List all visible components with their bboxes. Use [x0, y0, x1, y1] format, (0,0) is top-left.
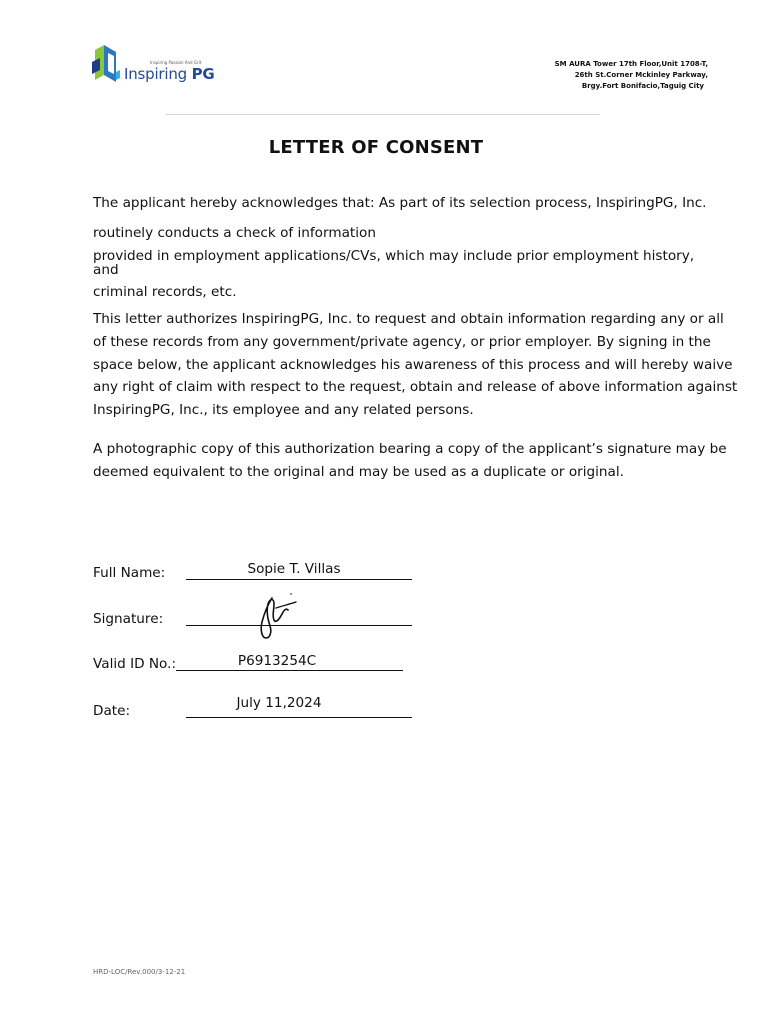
para2-line-3: space below, the applicant acknowledges his awareness of this process and will hereby waive	[93, 357, 733, 373]
intro-line-3b: and	[93, 262, 119, 278]
logo-wordmark	[124, 65, 214, 83]
applicant-signature	[252, 590, 304, 644]
valid-id-value: P6913254C	[237, 653, 317, 669]
company-address	[555, 59, 708, 92]
signature-label: Signature:	[93, 611, 164, 627]
para3-line-2: deemed equivalent to the original and may be used as a duplicate or original.	[93, 464, 624, 480]
para3-line-1: A photographic copy of this authorization bearing a copy of the applicant’s signature may be	[93, 441, 727, 457]
company-logo	[92, 44, 215, 88]
date-label: Date:	[93, 703, 131, 719]
document-code: HRD-LOC/Rev.000/3-12-21	[93, 968, 186, 976]
valid-id-underline	[176, 670, 403, 671]
date-value: July 11,2024	[236, 695, 322, 711]
full-name-underline	[186, 579, 412, 580]
header-divider	[166, 114, 600, 115]
para2-line-1: This letter authorizes InspiringPG, Inc. to request and obtain information regarding any or all	[93, 311, 724, 327]
para2-line-2: of these records from any government/private agency, or prior employer. By signing in the	[93, 334, 711, 350]
date-underline	[186, 717, 412, 718]
intro-line-1: The applicant hereby acknowledges that: As part of its selection process, InspiringPG, Inc.	[93, 195, 707, 211]
logo-word-inspiring: Inspiring	[124, 65, 187, 83]
full-name-value: Sopie T. Villas	[247, 561, 341, 577]
para2-line-4: any right of claim with respect to the request, obtain and release of above information against	[93, 379, 738, 395]
valid-id-label: Valid ID No.:	[93, 656, 177, 672]
inspiring-pg-logo-icon	[92, 44, 124, 84]
para2-line-5: InspiringPG, Inc., its employee and any related persons.	[93, 402, 474, 418]
address-line-2: 26th St.Corner Mckinley Parkway,	[574, 71, 708, 79]
intro-line-3: provided in employment applications/CVs, which may include prior employment history,	[93, 248, 695, 264]
intro-line-2: routinely conducts a check of information	[93, 225, 376, 241]
address-line-1: SM AURA Tower 17th Floor,Unit 1708-T,	[554, 60, 708, 68]
logo-tagline: Inspiring Passion And Grit	[150, 60, 202, 65]
letter-title: LETTER OF CONSENT	[268, 137, 484, 158]
full-name-label: Full Name:	[93, 565, 166, 581]
address-line-3: Brgy.Fort Bonifacio,Taguig City	[581, 82, 704, 90]
intro-line-4: criminal records, etc.	[93, 284, 237, 300]
logo-word-pg: PG	[191, 65, 215, 83]
